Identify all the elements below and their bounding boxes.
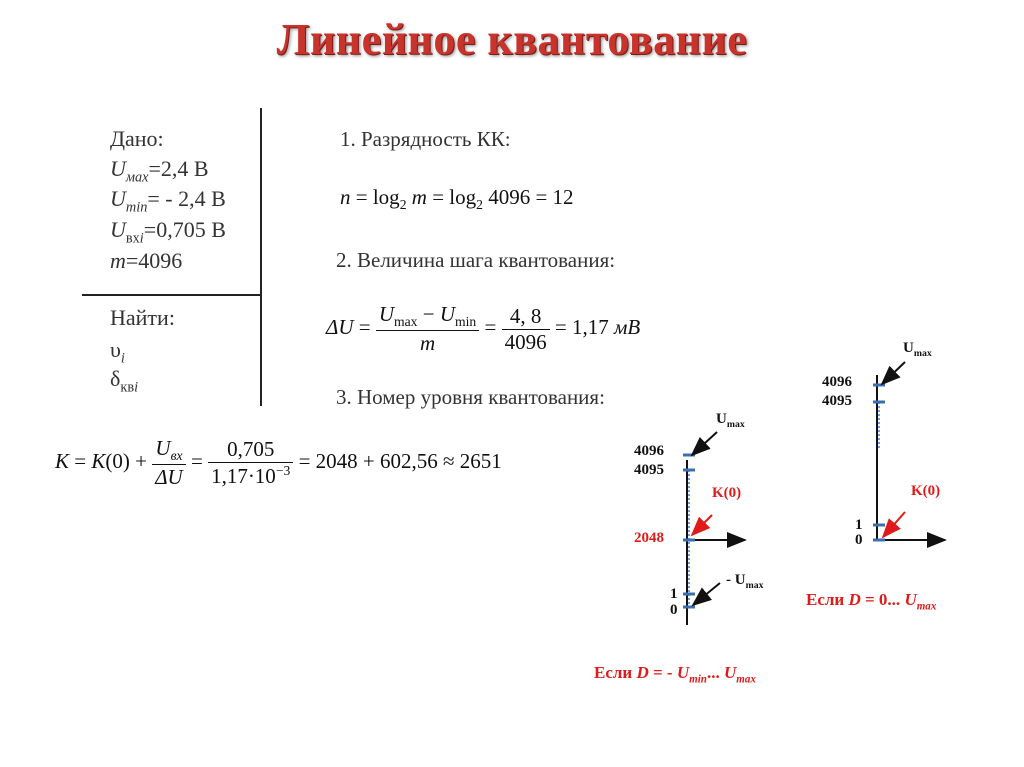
f2-num-u2: U: [439, 302, 456, 326]
umin-symbol: U: [110, 186, 126, 211]
d2-umax-arrow: [882, 362, 905, 384]
f3-a: =: [69, 448, 92, 473]
d1-cap-u1: U: [676, 663, 690, 682]
given-header: Дано:: [110, 126, 164, 151]
find-1-symbol: υ: [110, 337, 121, 362]
f3-den2-exp: −3: [275, 463, 291, 479]
d2-k0-label: K(0): [911, 483, 941, 499]
d2-cap-s: max: [916, 600, 937, 613]
slide-title: Линейное квантование: [276, 15, 748, 64]
step-2-heading: 2. Величина шага квантования:: [336, 248, 616, 272]
d1-neg-umax-arrow: [693, 583, 720, 605]
uin-sub: вх: [125, 230, 140, 247]
d1-label-4096: 4096: [634, 443, 664, 459]
step-3-heading: 3. Номер уровня квантования:: [336, 385, 605, 409]
f2-eq: =: [353, 314, 376, 339]
f1-sub1: 2: [399, 197, 407, 213]
f3-den: ΔU: [155, 465, 183, 490]
f2-lhs: ΔU: [326, 314, 354, 339]
d2-cap-b: = 0...: [860, 590, 905, 609]
find-2-sub: кв: [120, 379, 135, 396]
uin-value: =0,705 В: [143, 217, 226, 242]
f3-b: (0) +: [105, 448, 153, 473]
f2-den: m: [419, 331, 436, 356]
f1-eq1: = log: [350, 185, 400, 209]
d2-cap-d: D: [848, 590, 861, 609]
d1-neg-umax-sym: - U: [726, 572, 746, 588]
f2-den2: 4096: [504, 329, 547, 354]
umin-sub: min: [125, 199, 148, 216]
d1-cap-c: ...: [706, 663, 724, 682]
find-2-sub-i: i: [134, 379, 139, 396]
step-1-heading: 1. Разрядность КК:: [340, 127, 511, 151]
d2-label-1: 1: [855, 517, 863, 533]
f3-num-u: U: [155, 436, 171, 460]
m-symbol: m: [110, 248, 126, 273]
d1-k0-label: K(0): [712, 485, 742, 501]
d2-cap-u: U: [904, 590, 917, 609]
d2-label-4095: 4095: [822, 393, 852, 409]
d2-label-4096: 4096: [822, 374, 852, 390]
d2-caption: [806, 590, 936, 612]
d2-label-0: 0: [855, 532, 863, 548]
f1-m: m: [406, 185, 427, 209]
find-header: Найти:: [110, 305, 175, 330]
f2-num-u1: U: [378, 302, 395, 326]
d1-cap-u2: U: [723, 663, 737, 682]
d2-umax-sym: U: [903, 340, 914, 356]
d1-cap-a: Если: [594, 663, 637, 682]
d1-neg-umax-label: [726, 572, 763, 591]
f2-res: = 1,17: [549, 314, 614, 339]
d1-umax-sym: U: [716, 411, 727, 427]
d1-neg-umax-sub: max: [745, 580, 764, 591]
d1-label-0: 0: [670, 602, 678, 618]
f2-unit: мВ: [613, 314, 641, 339]
f2-num-minus: −: [417, 302, 440, 326]
d1-umax-sub: max: [726, 419, 745, 430]
d2-umax-label: [903, 340, 932, 359]
d1-cap-s1: min: [689, 673, 707, 686]
f2-eq2: =: [479, 314, 502, 339]
f1-eq2: = log: [426, 185, 477, 209]
f1-sub2: 2: [476, 197, 483, 213]
d2-umax-sub: max: [913, 348, 932, 359]
f3-k0: K: [91, 448, 106, 473]
d1-umax-label: [716, 411, 745, 430]
f2-num-s1: max: [394, 314, 418, 330]
d1-label-2048: 2048: [634, 530, 664, 546]
umax-value: =2,4 В: [148, 156, 209, 181]
umax-symbol: U: [110, 156, 126, 181]
uin-sub-i: i: [139, 230, 144, 247]
d1-k0-arrow: [692, 515, 712, 535]
umax-sub: мах: [125, 169, 149, 186]
d2-k0-arrow: [883, 512, 905, 537]
f1-n: n: [340, 185, 351, 209]
d1-cap-b: = -: [648, 663, 677, 682]
f3-num2: 0,705: [208, 437, 293, 463]
f1-rest: 4096 = 12: [482, 185, 574, 209]
find-1-sub: i: [120, 350, 125, 367]
f3-eq: =: [185, 448, 209, 473]
d1-cap-s2: max: [736, 673, 756, 686]
d1-caption: [594, 663, 756, 685]
f3-k: K: [55, 448, 70, 473]
d1-umax-arrow: [692, 432, 717, 455]
f3-res: = 2048 + 602,56 ≈ 2651: [293, 448, 502, 473]
uin-symbol: U: [110, 217, 126, 242]
d1-label-1: 1: [670, 586, 678, 602]
m-value: =4096: [125, 248, 183, 273]
d2-cap-a: Если: [806, 590, 849, 609]
f3-den2-a: 1,17·10: [211, 464, 276, 489]
f3-num-s: вх: [170, 448, 183, 464]
f2-num-s2: min: [455, 314, 477, 330]
d1-label-4095: 4095: [634, 462, 664, 478]
f2-num2: 4, 8: [502, 304, 550, 330]
d1-cap-d: D: [636, 663, 649, 682]
find-2-symbol: δ: [110, 366, 121, 391]
umin-value: = - 2,4 В: [147, 186, 226, 211]
